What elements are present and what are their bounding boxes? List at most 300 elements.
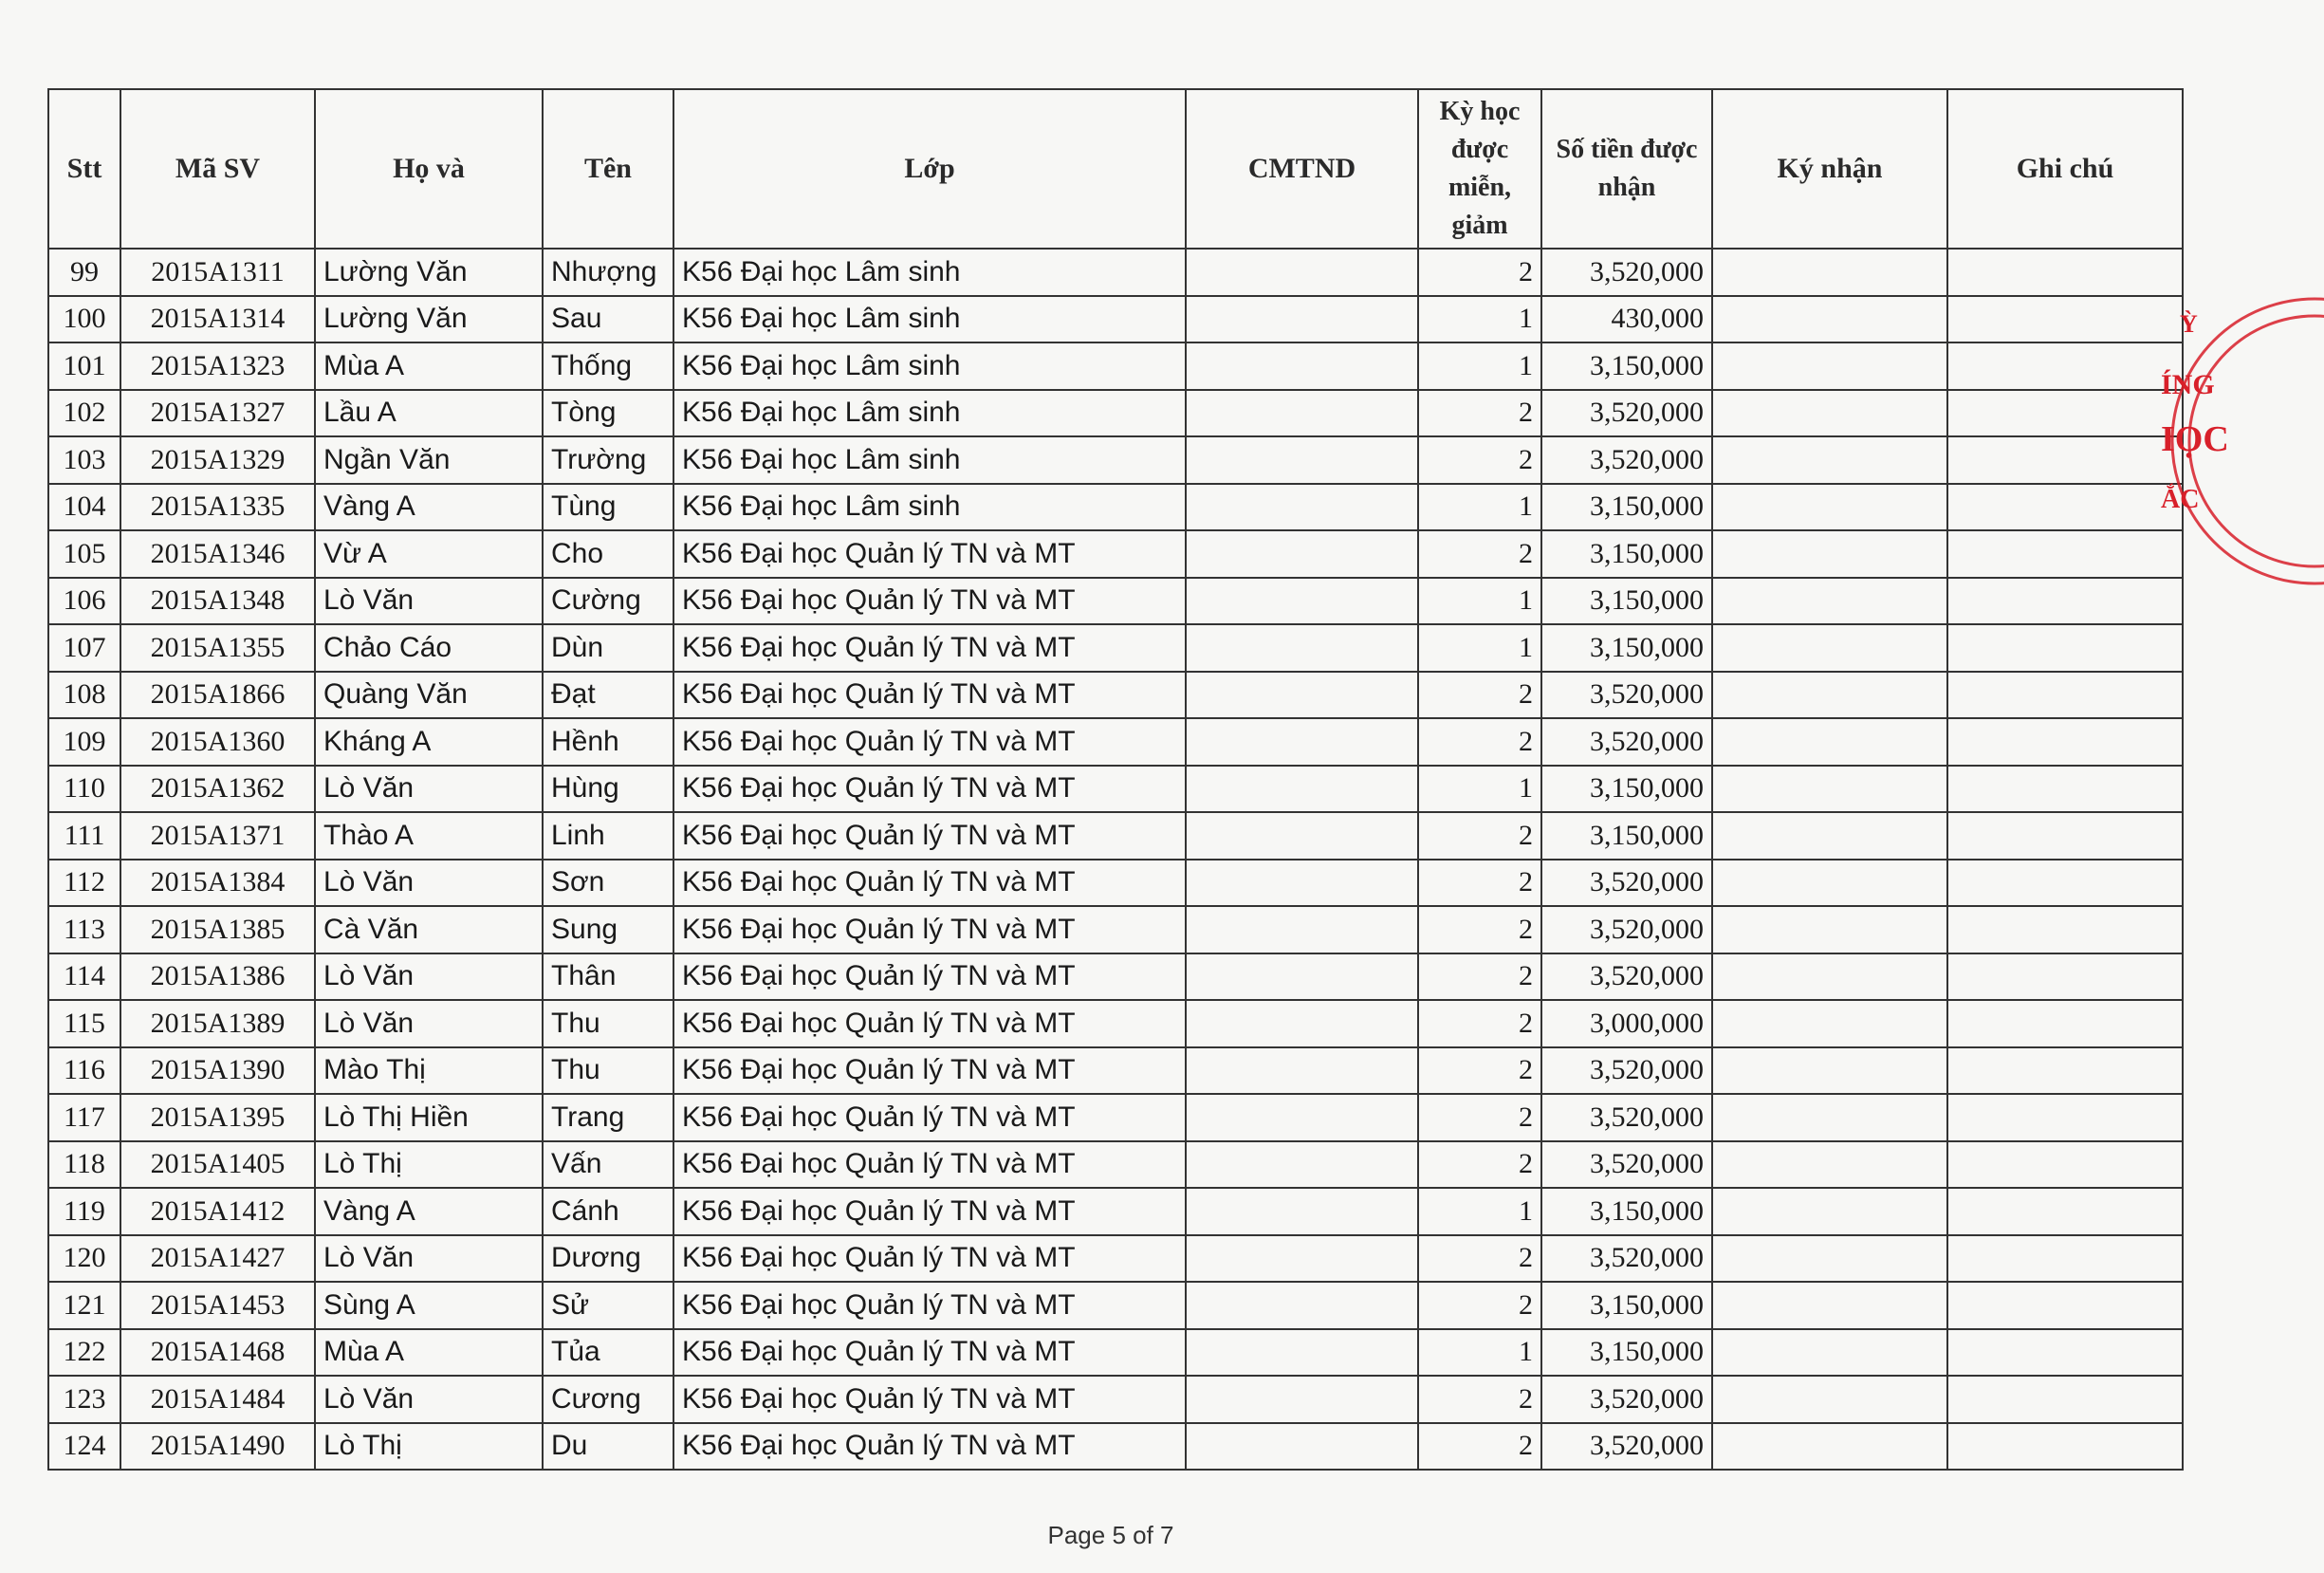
cell-given-name: Thu	[543, 1000, 673, 1047]
cell-signature	[1712, 578, 1947, 625]
cell-student-id: 2015A1327	[120, 390, 315, 437]
cell-amount: 430,000	[1541, 296, 1712, 343]
cell-signature	[1712, 390, 1947, 437]
cell-notes	[1947, 1423, 2183, 1471]
table-row	[48, 1000, 2183, 1047]
cell-notes	[1947, 812, 2183, 860]
table-row	[48, 484, 2183, 531]
cell-class: K56 Đại học Quản lý TN và MT	[673, 1329, 1186, 1377]
cell-amount: 3,150,000	[1541, 1188, 1712, 1235]
cell-given-name: Đạt	[543, 672, 673, 719]
cell-semesters: 2	[1418, 1094, 1541, 1141]
cell-stt: 110	[48, 766, 120, 813]
cell-signature	[1712, 672, 1947, 719]
cell-semesters: 1	[1418, 484, 1541, 531]
cell-amount: 3,150,000	[1541, 624, 1712, 672]
cell-stt: 124	[48, 1423, 120, 1471]
cell-semesters: 1	[1418, 578, 1541, 625]
cell-notes	[1947, 1047, 2183, 1095]
cell-id-card	[1186, 1235, 1418, 1283]
header-notes: Ghi chú	[1947, 89, 2183, 249]
cell-stt: 108	[48, 672, 120, 719]
cell-signature	[1712, 249, 1947, 296]
cell-stt: 122	[48, 1329, 120, 1377]
cell-class: K56 Đại học Quản lý TN và MT	[673, 953, 1186, 1001]
cell-amount: 3,520,000	[1541, 436, 1712, 484]
cell-stt: 115	[48, 1000, 120, 1047]
cell-given-name: Hềnh	[543, 718, 673, 766]
cell-id-card	[1186, 812, 1418, 860]
cell-signature	[1712, 1235, 1947, 1283]
stamp-fragment: Ỳ	[2180, 310, 2198, 338]
cell-semesters: 1	[1418, 342, 1541, 390]
cell-amount: 3,520,000	[1541, 1376, 1712, 1423]
cell-student-id: 2015A1355	[120, 624, 315, 672]
cell-semesters: 2	[1418, 860, 1541, 907]
stamp-fragment: IỌC	[2161, 419, 2229, 459]
cell-signature	[1712, 1423, 1947, 1471]
cell-class: K56 Đại học Quản lý TN và MT	[673, 672, 1186, 719]
cell-semesters: 2	[1418, 1235, 1541, 1283]
cell-id-card	[1186, 296, 1418, 343]
cell-surname: Lầu A	[315, 390, 543, 437]
cell-given-name: Sơn	[543, 860, 673, 907]
cell-amount: 3,520,000	[1541, 906, 1712, 953]
cell-class: K56 Đại học Lâm sinh	[673, 484, 1186, 531]
cell-class: K56 Đại học Quản lý TN và MT	[673, 1094, 1186, 1141]
cell-student-id: 2015A1329	[120, 436, 315, 484]
header-given-name: Tên	[543, 89, 673, 249]
cell-semesters: 2	[1418, 1141, 1541, 1189]
cell-stt: 104	[48, 484, 120, 531]
cell-given-name: Cánh	[543, 1188, 673, 1235]
cell-given-name: Hùng	[543, 766, 673, 813]
table-row	[48, 296, 2183, 343]
cell-surname: Lò Văn	[315, 766, 543, 813]
cell-class: K56 Đại học Lâm sinh	[673, 296, 1186, 343]
cell-stt: 119	[48, 1188, 120, 1235]
cell-semesters: 2	[1418, 530, 1541, 578]
cell-stt: 106	[48, 578, 120, 625]
cell-notes	[1947, 578, 2183, 625]
cell-notes	[1947, 1094, 2183, 1141]
table-row	[48, 1376, 2183, 1423]
cell-student-id: 2015A1412	[120, 1188, 315, 1235]
cell-student-id: 2015A1490	[120, 1423, 315, 1471]
cell-signature	[1712, 342, 1947, 390]
table-row	[48, 860, 2183, 907]
header-surname: Họ và	[315, 89, 543, 249]
cell-surname: Lường Văn	[315, 249, 543, 296]
stamp-fragment: ẮC	[2161, 485, 2200, 514]
cell-class: K56 Đại học Quản lý TN và MT	[673, 1047, 1186, 1095]
cell-stt: 103	[48, 436, 120, 484]
cell-student-id: 2015A1468	[120, 1329, 315, 1377]
cell-amount: 3,150,000	[1541, 766, 1712, 813]
cell-id-card	[1186, 906, 1418, 953]
cell-surname: Mùa A	[315, 1329, 543, 1377]
table-row	[48, 1235, 2183, 1283]
table-row	[48, 812, 2183, 860]
cell-id-card	[1186, 953, 1418, 1001]
cell-id-card	[1186, 1282, 1418, 1329]
cell-surname: Thào A	[315, 812, 543, 860]
cell-stt: 105	[48, 530, 120, 578]
table-row	[48, 342, 2183, 390]
cell-given-name: Sử	[543, 1282, 673, 1329]
table-row	[48, 436, 2183, 484]
table-row	[48, 1423, 2183, 1471]
cell-stt: 109	[48, 718, 120, 766]
cell-amount: 3,520,000	[1541, 953, 1712, 1001]
cell-surname: Chảo Cáo	[315, 624, 543, 672]
cell-student-id: 2015A1335	[120, 484, 315, 531]
cell-amount: 3,520,000	[1541, 672, 1712, 719]
cell-class: K56 Đại học Quản lý TN và MT	[673, 578, 1186, 625]
table-row	[48, 249, 2183, 296]
cell-stt: 120	[48, 1235, 120, 1283]
cell-amount: 3,520,000	[1541, 1235, 1712, 1283]
cell-signature	[1712, 624, 1947, 672]
cell-id-card	[1186, 860, 1418, 907]
cell-semesters: 2	[1418, 953, 1541, 1001]
cell-signature	[1712, 1329, 1947, 1377]
cell-id-card	[1186, 530, 1418, 578]
cell-given-name: Dùn	[543, 624, 673, 672]
cell-stt: 117	[48, 1094, 120, 1141]
cell-given-name: Du	[543, 1423, 673, 1471]
cell-notes	[1947, 672, 2183, 719]
cell-class: K56 Đại học Lâm sinh	[673, 436, 1186, 484]
cell-semesters: 1	[1418, 766, 1541, 813]
cell-given-name: Cường	[543, 578, 673, 625]
cell-surname: Lò Thị	[315, 1423, 543, 1471]
header-student-id: Mã SV	[120, 89, 315, 249]
cell-class: K56 Đại học Quản lý TN và MT	[673, 906, 1186, 953]
cell-signature	[1712, 1000, 1947, 1047]
cell-student-id: 2015A1484	[120, 1376, 315, 1423]
cell-semesters: 1	[1418, 296, 1541, 343]
header-amount: Số tiền được nhận	[1541, 89, 1712, 249]
cell-id-card	[1186, 1047, 1418, 1095]
cell-signature	[1712, 953, 1947, 1001]
cell-class: K56 Đại học Lâm sinh	[673, 249, 1186, 296]
cell-signature	[1712, 1141, 1947, 1189]
cell-student-id: 2015A1314	[120, 296, 315, 343]
table-row	[48, 624, 2183, 672]
table-row	[48, 672, 2183, 719]
header-class: Lớp	[673, 89, 1186, 249]
cell-notes	[1947, 484, 2183, 531]
cell-semesters: 2	[1418, 436, 1541, 484]
cell-student-id: 2015A1390	[120, 1047, 315, 1095]
cell-semesters: 1	[1418, 1329, 1541, 1377]
cell-surname: Cà Văn	[315, 906, 543, 953]
cell-surname: Lò Văn	[315, 953, 543, 1001]
cell-id-card	[1186, 484, 1418, 531]
cell-class: K56 Đại học Quản lý TN và MT	[673, 860, 1186, 907]
stamp-fragment: ÍNG	[2161, 369, 2215, 400]
cell-id-card	[1186, 1329, 1418, 1377]
cell-id-card	[1186, 766, 1418, 813]
cell-stt: 100	[48, 296, 120, 343]
cell-signature	[1712, 718, 1947, 766]
cell-amount: 3,520,000	[1541, 249, 1712, 296]
header-signature: Ký nhận	[1712, 89, 1947, 249]
header-stt: Stt	[48, 89, 120, 249]
cell-notes	[1947, 1282, 2183, 1329]
cell-notes	[1947, 342, 2183, 390]
cell-stt: 102	[48, 390, 120, 437]
cell-student-id: 2015A1405	[120, 1141, 315, 1189]
cell-notes	[1947, 436, 2183, 484]
cell-class: K56 Đại học Lâm sinh	[673, 390, 1186, 437]
cell-notes	[1947, 1188, 2183, 1235]
cell-surname: Lò Văn	[315, 1235, 543, 1283]
cell-notes	[1947, 1235, 2183, 1283]
cell-signature	[1712, 906, 1947, 953]
cell-signature	[1712, 1282, 1947, 1329]
cell-notes	[1947, 530, 2183, 578]
cell-given-name: Trang	[543, 1094, 673, 1141]
cell-given-name: Vấn	[543, 1141, 673, 1189]
cell-amount: 3,150,000	[1541, 342, 1712, 390]
cell-notes	[1947, 718, 2183, 766]
cell-surname: Lò Thị Hiền	[315, 1094, 543, 1141]
cell-semesters: 2	[1418, 812, 1541, 860]
table-row	[48, 530, 2183, 578]
cell-stt: 113	[48, 906, 120, 953]
cell-semesters: 2	[1418, 390, 1541, 437]
table-row	[48, 1047, 2183, 1095]
cell-signature	[1712, 1188, 1947, 1235]
cell-stt: 123	[48, 1376, 120, 1423]
cell-amount: 3,150,000	[1541, 530, 1712, 578]
cell-student-id: 2015A1362	[120, 766, 315, 813]
cell-class: K56 Đại học Quản lý TN và MT	[673, 1423, 1186, 1471]
cell-notes	[1947, 1376, 2183, 1423]
cell-id-card	[1186, 390, 1418, 437]
cell-student-id: 2015A1311	[120, 249, 315, 296]
cell-class: K56 Đại học Quản lý TN và MT	[673, 1235, 1186, 1283]
cell-given-name: Thân	[543, 953, 673, 1001]
student-payment-table	[47, 88, 2184, 1471]
cell-surname: Lò Thị	[315, 1141, 543, 1189]
cell-semesters: 2	[1418, 1376, 1541, 1423]
cell-given-name: Nhượng	[543, 249, 673, 296]
cell-notes	[1947, 249, 2183, 296]
cell-surname: Lường Văn	[315, 296, 543, 343]
cell-id-card	[1186, 249, 1418, 296]
cell-stt: 112	[48, 860, 120, 907]
cell-surname: Ngần Văn	[315, 436, 543, 484]
cell-id-card	[1186, 1141, 1418, 1189]
cell-notes	[1947, 766, 2183, 813]
cell-signature	[1712, 484, 1947, 531]
cell-surname: Mùa A	[315, 342, 543, 390]
cell-stt: 114	[48, 953, 120, 1001]
cell-id-card	[1186, 1376, 1418, 1423]
cell-semesters: 2	[1418, 249, 1541, 296]
cell-surname: Vàng A	[315, 484, 543, 531]
cell-amount: 3,520,000	[1541, 1141, 1712, 1189]
cell-student-id: 2015A1395	[120, 1094, 315, 1141]
cell-signature	[1712, 766, 1947, 813]
cell-given-name: Dương	[543, 1235, 673, 1283]
cell-stt: 107	[48, 624, 120, 672]
cell-amount: 3,150,000	[1541, 578, 1712, 625]
table-row	[48, 953, 2183, 1001]
cell-stt: 121	[48, 1282, 120, 1329]
cell-student-id: 2015A1453	[120, 1282, 315, 1329]
cell-student-id: 2015A1866	[120, 672, 315, 719]
cell-surname: Mào Thị	[315, 1047, 543, 1095]
cell-surname: Sùng A	[315, 1282, 543, 1329]
table-row	[48, 906, 2183, 953]
table-row	[48, 1329, 2183, 1377]
cell-stt: 118	[48, 1141, 120, 1189]
header-id-card: CMTND	[1186, 89, 1418, 249]
cell-amount: 3,000,000	[1541, 1000, 1712, 1047]
cell-signature	[1712, 1094, 1947, 1141]
cell-signature	[1712, 530, 1947, 578]
cell-semesters: 2	[1418, 1000, 1541, 1047]
page-number: Page 5 of 7	[1047, 1521, 1174, 1549]
cell-given-name: Tùng	[543, 484, 673, 531]
cell-notes	[1947, 906, 2183, 953]
cell-notes	[1947, 1000, 2183, 1047]
cell-semesters: 2	[1418, 718, 1541, 766]
cell-given-name: Tủa	[543, 1329, 673, 1377]
cell-class: K56 Đại học Lâm sinh	[673, 342, 1186, 390]
cell-student-id: 2015A1427	[120, 1235, 315, 1283]
cell-stt: 99	[48, 249, 120, 296]
cell-notes	[1947, 1141, 2183, 1189]
cell-class: K56 Đại học Quản lý TN và MT	[673, 1282, 1186, 1329]
table-row	[48, 1188, 2183, 1235]
cell-id-card	[1186, 342, 1418, 390]
cell-signature	[1712, 812, 1947, 860]
cell-amount: 3,520,000	[1541, 1423, 1712, 1471]
cell-semesters: 1	[1418, 624, 1541, 672]
cell-notes	[1947, 624, 2183, 672]
cell-class: K56 Đại học Quản lý TN và MT	[673, 624, 1186, 672]
cell-stt: 101	[48, 342, 120, 390]
cell-id-card	[1186, 578, 1418, 625]
cell-signature	[1712, 860, 1947, 907]
cell-student-id: 2015A1384	[120, 860, 315, 907]
cell-amount: 3,150,000	[1541, 812, 1712, 860]
cell-stt: 116	[48, 1047, 120, 1095]
cell-given-name: Thu	[543, 1047, 673, 1095]
cell-class: K56 Đại học Quản lý TN và MT	[673, 812, 1186, 860]
cell-student-id: 2015A1348	[120, 578, 315, 625]
cell-id-card	[1186, 1094, 1418, 1141]
cell-amount: 3,520,000	[1541, 860, 1712, 907]
cell-semesters: 2	[1418, 906, 1541, 953]
cell-amount: 3,520,000	[1541, 390, 1712, 437]
cell-id-card	[1186, 672, 1418, 719]
cell-id-card	[1186, 624, 1418, 672]
cell-id-card	[1186, 718, 1418, 766]
cell-class: K56 Đại học Quản lý TN và MT	[673, 718, 1186, 766]
table-row	[48, 766, 2183, 813]
cell-amount: 3,150,000	[1541, 1329, 1712, 1377]
cell-notes	[1947, 296, 2183, 343]
cell-notes	[1947, 1329, 2183, 1377]
cell-amount: 3,520,000	[1541, 1047, 1712, 1095]
cell-notes	[1947, 390, 2183, 437]
cell-surname: Quàng Văn	[315, 672, 543, 719]
cell-student-id: 2015A1371	[120, 812, 315, 860]
table-row	[48, 718, 2183, 766]
cell-surname: Lò Văn	[315, 1000, 543, 1047]
cell-class: K56 Đại học Quản lý TN và MT	[673, 530, 1186, 578]
cell-semesters: 1	[1418, 1188, 1541, 1235]
cell-class: K56 Đại học Quản lý TN và MT	[673, 1376, 1186, 1423]
table-row	[48, 578, 2183, 625]
cell-surname: Vàng A	[315, 1188, 543, 1235]
table-row	[48, 1094, 2183, 1141]
cell-signature	[1712, 296, 1947, 343]
cell-student-id: 2015A1389	[120, 1000, 315, 1047]
cell-given-name: Linh	[543, 812, 673, 860]
cell-given-name: Tòng	[543, 390, 673, 437]
cell-student-id: 2015A1323	[120, 342, 315, 390]
table-row	[48, 1282, 2183, 1329]
table-row	[48, 390, 2183, 437]
cell-given-name: Sung	[543, 906, 673, 953]
cell-surname: Lò Văn	[315, 1376, 543, 1423]
cell-student-id: 2015A1385	[120, 906, 315, 953]
cell-signature	[1712, 1376, 1947, 1423]
cell-class: K56 Đại học Quản lý TN và MT	[673, 1000, 1186, 1047]
cell-amount: 3,520,000	[1541, 1094, 1712, 1141]
cell-given-name: Thống	[543, 342, 673, 390]
cell-amount: 3,150,000	[1541, 484, 1712, 531]
cell-student-id: 2015A1386	[120, 953, 315, 1001]
cell-class: K56 Đại học Quản lý TN và MT	[673, 766, 1186, 813]
cell-semesters: 2	[1418, 1047, 1541, 1095]
cell-id-card	[1186, 436, 1418, 484]
table-row	[48, 1141, 2183, 1189]
cell-surname: Lò Văn	[315, 578, 543, 625]
cell-given-name: Trường	[543, 436, 673, 484]
cell-notes	[1947, 860, 2183, 907]
cell-id-card	[1186, 1000, 1418, 1047]
cell-surname: Vừ A	[315, 530, 543, 578]
cell-notes	[1947, 953, 2183, 1001]
cell-stt: 111	[48, 812, 120, 860]
header-semesters: Kỳ học được miễn, giảm	[1418, 89, 1541, 249]
cell-semesters: 2	[1418, 672, 1541, 719]
cell-surname: Lò Văn	[315, 860, 543, 907]
cell-id-card	[1186, 1423, 1418, 1471]
cell-class: K56 Đại học Quản lý TN và MT	[673, 1188, 1186, 1235]
cell-given-name: Cương	[543, 1376, 673, 1423]
cell-student-id: 2015A1346	[120, 530, 315, 578]
cell-semesters: 2	[1418, 1282, 1541, 1329]
cell-class: K56 Đại học Quản lý TN và MT	[673, 1141, 1186, 1189]
cell-signature	[1712, 1047, 1947, 1095]
table-header-row	[48, 89, 2183, 249]
cell-semesters: 2	[1418, 1423, 1541, 1471]
cell-signature	[1712, 436, 1947, 484]
cell-surname: Kháng A	[315, 718, 543, 766]
cell-student-id: 2015A1360	[120, 718, 315, 766]
cell-amount: 3,150,000	[1541, 1282, 1712, 1329]
cell-id-card	[1186, 1188, 1418, 1235]
